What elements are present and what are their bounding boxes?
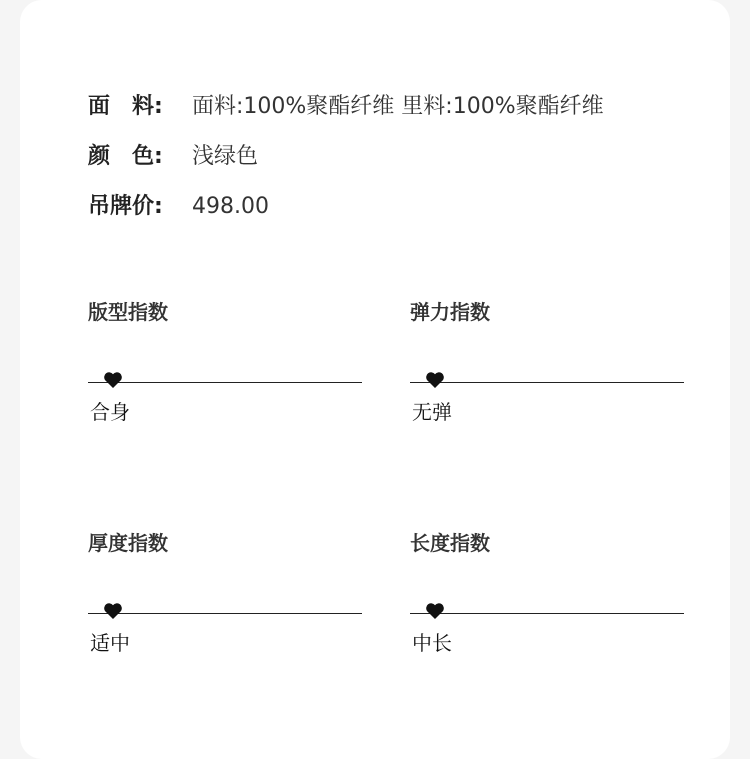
gauge-title: 长度指数	[410, 531, 490, 555]
price-label: 吊牌价:	[88, 194, 163, 219]
attr-row-color	[88, 142, 258, 172]
gauge-track	[88, 382, 362, 383]
heart-icon	[425, 602, 445, 622]
fabric-label: 面 料:	[88, 94, 163, 119]
gauge-stretch	[410, 296, 684, 436]
gauge-title: 版型指数	[88, 300, 168, 324]
gauge-value: 合身	[90, 400, 130, 424]
attr-row-price	[88, 192, 269, 222]
fabric-value: 面料:100%聚酯纤维 里料:100%聚酯纤维	[192, 94, 604, 119]
heart-icon	[425, 371, 445, 391]
gauge-title: 弹力指数	[410, 300, 490, 324]
gauge-value: 适中	[90, 631, 130, 655]
gauge-fit	[88, 296, 362, 436]
gauge-value: 无弹	[412, 400, 452, 424]
gauge-track	[88, 613, 362, 614]
gauge-length	[410, 527, 684, 667]
heart-icon	[103, 602, 123, 622]
gauge-track	[410, 613, 684, 614]
gauge-track	[410, 382, 684, 383]
gauge-thickness	[88, 527, 362, 667]
price-value: 498.00	[192, 194, 269, 219]
color-value: 浅绿色	[192, 144, 259, 169]
heart-icon	[103, 371, 123, 391]
gauge-title: 厚度指数	[88, 531, 168, 555]
color-label: 颜 色:	[88, 144, 163, 169]
gauge-value: 中长	[412, 631, 452, 655]
attr-row-fabric	[88, 92, 604, 122]
